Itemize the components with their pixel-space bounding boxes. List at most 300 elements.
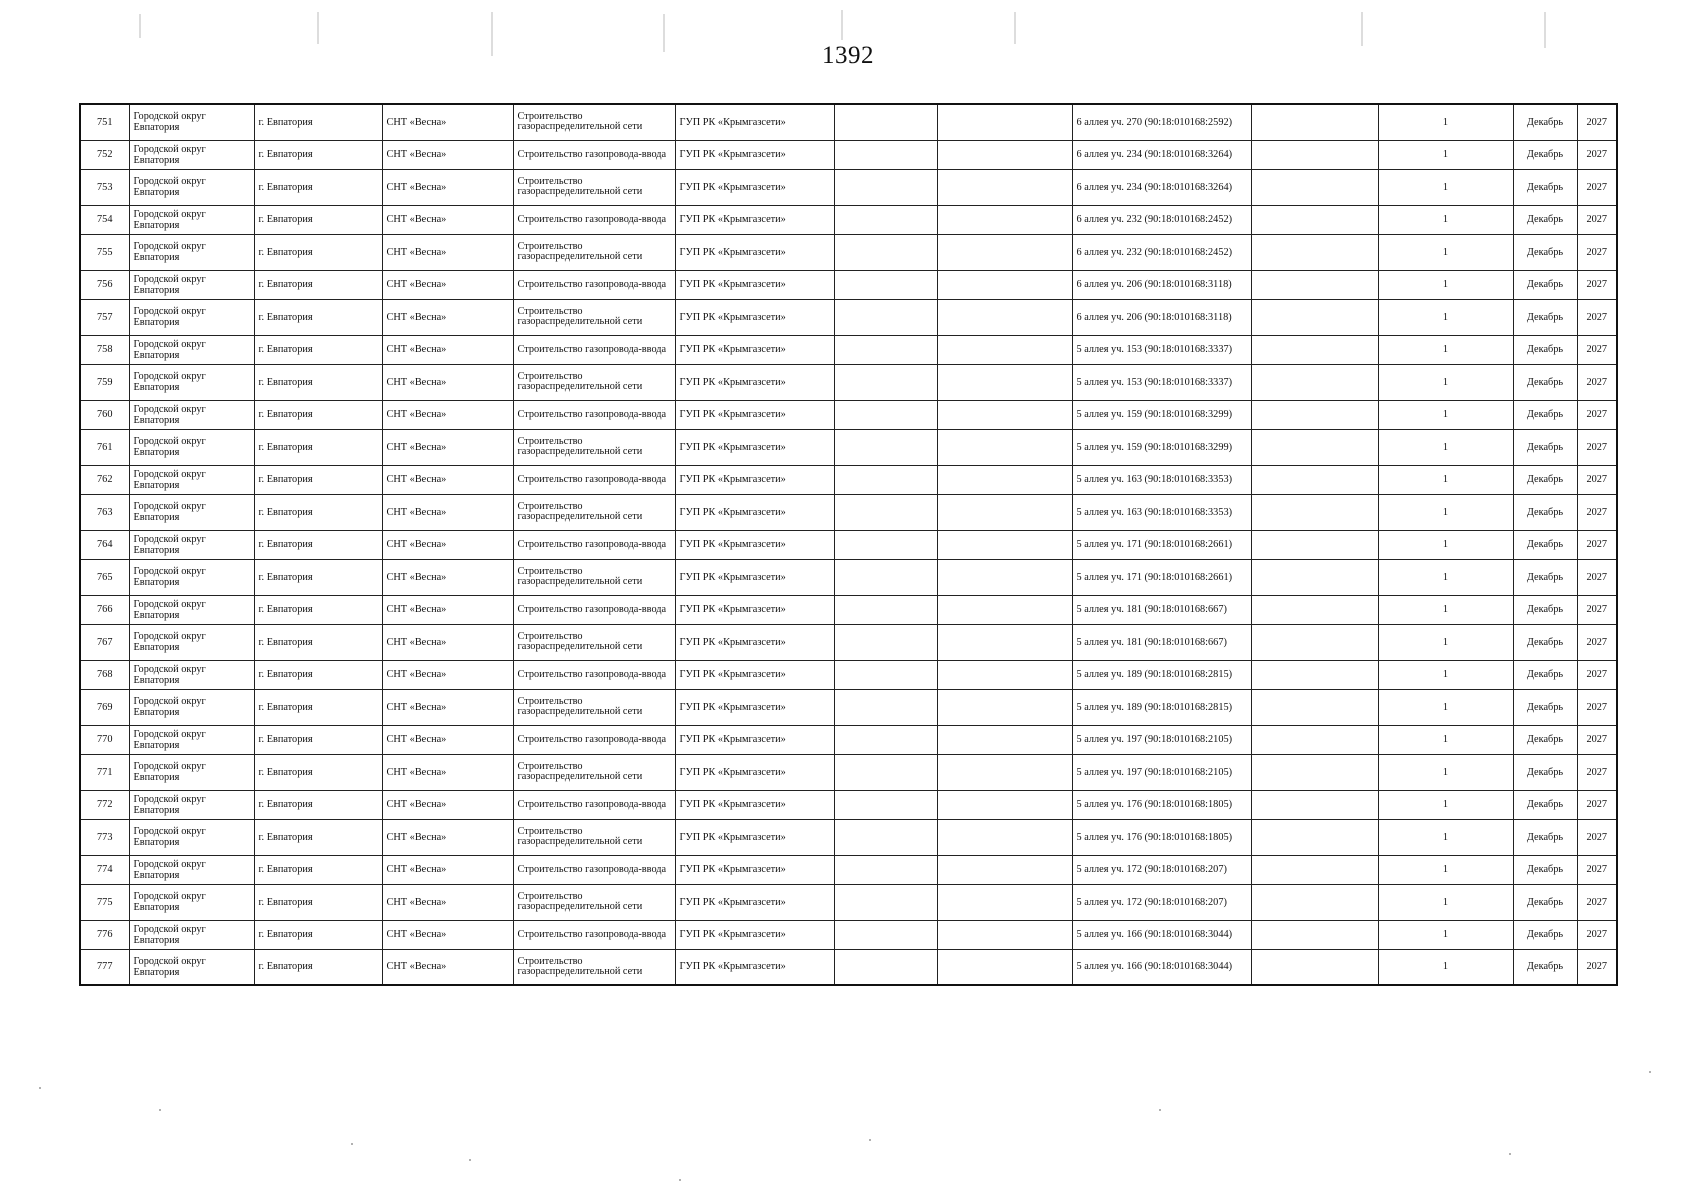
- quantity-cell: 1: [1378, 624, 1513, 660]
- municipality-cell: Городской округ Евпатория: [129, 754, 254, 790]
- quantity-cell: 1: [1378, 465, 1513, 494]
- snt-cell: СНТ «Весна»: [382, 335, 513, 364]
- table-row: [80, 400, 1617, 429]
- address-cell: 5 аллея уч. 171 (90:18:010168:2661): [1072, 559, 1251, 595]
- empty-cell: [937, 270, 1072, 299]
- municipality-cell: Городской округ Евпатория: [129, 270, 254, 299]
- month-cell: Декабрь: [1513, 530, 1577, 559]
- empty-cell: [937, 660, 1072, 689]
- organization-cell: ГУП РК «Крымгазсети»: [675, 140, 834, 169]
- month-cell: Декабрь: [1513, 949, 1577, 985]
- row-number: 768: [80, 660, 129, 689]
- organization-cell: ГУП РК «Крымгазсети»: [675, 169, 834, 205]
- table-row: [80, 169, 1617, 205]
- row-number: 764: [80, 530, 129, 559]
- work-type-cell: Строительство газопровода-ввода: [513, 660, 675, 689]
- quantity-cell: 1: [1378, 234, 1513, 270]
- work-type-cell: Строительство газопровода-ввода: [513, 400, 675, 429]
- month-cell: Декабрь: [1513, 559, 1577, 595]
- snt-cell: СНТ «Весна»: [382, 689, 513, 725]
- table-row: [80, 234, 1617, 270]
- empty-cell: [1251, 920, 1378, 949]
- year-cell: 2027: [1577, 530, 1617, 559]
- empty-cell: [834, 624, 937, 660]
- address-cell: 5 аллея уч. 172 (90:18:010168:207): [1072, 884, 1251, 920]
- empty-cell: [1251, 725, 1378, 754]
- municipality-cell: Городской округ Евпатория: [129, 725, 254, 754]
- empty-cell: [937, 790, 1072, 819]
- organization-cell: ГУП РК «Крымгазсети»: [675, 429, 834, 465]
- table-row: [80, 335, 1617, 364]
- city-cell: г. Евпатория: [254, 270, 382, 299]
- municipality-cell: Городской округ Евпатория: [129, 494, 254, 530]
- empty-cell: [834, 494, 937, 530]
- empty-cell: [937, 819, 1072, 855]
- municipality-cell: Городской округ Евпатория: [129, 819, 254, 855]
- work-type-cell: Строительство газораспределительной сети: [513, 234, 675, 270]
- empty-cell: [834, 465, 937, 494]
- empty-cell: [937, 624, 1072, 660]
- table-row: [80, 530, 1617, 559]
- quantity-cell: 1: [1378, 559, 1513, 595]
- work-type-cell: Строительство газопровода-ввода: [513, 855, 675, 884]
- municipality-cell: Городской округ Евпатория: [129, 530, 254, 559]
- empty-cell: [937, 465, 1072, 494]
- month-cell: Декабрь: [1513, 624, 1577, 660]
- municipality-cell: Городской округ Евпатория: [129, 920, 254, 949]
- empty-cell: [1251, 205, 1378, 234]
- row-number: 761: [80, 429, 129, 465]
- empty-cell: [1251, 949, 1378, 985]
- empty-cell: [937, 169, 1072, 205]
- city-cell: г. Евпатория: [254, 689, 382, 725]
- municipality-cell: Городской округ Евпатория: [129, 335, 254, 364]
- empty-cell: [834, 299, 937, 335]
- work-type-cell: Строительство газораспределительной сети: [513, 689, 675, 725]
- municipality-cell: Городской округ Евпатория: [129, 660, 254, 689]
- quantity-cell: 1: [1378, 364, 1513, 400]
- city-cell: г. Евпатория: [254, 169, 382, 205]
- month-cell: Декабрь: [1513, 169, 1577, 205]
- empty-cell: [1251, 754, 1378, 790]
- quantity-cell: 1: [1378, 205, 1513, 234]
- work-type-cell: Строительство газораспределительной сети: [513, 949, 675, 985]
- empty-cell: [1251, 689, 1378, 725]
- empty-cell: [1251, 400, 1378, 429]
- month-cell: Декабрь: [1513, 400, 1577, 429]
- quantity-cell: 1: [1378, 855, 1513, 884]
- empty-cell: [834, 725, 937, 754]
- month-cell: Декабрь: [1513, 299, 1577, 335]
- organization-cell: ГУП РК «Крымгазсети»: [675, 660, 834, 689]
- month-cell: Декабрь: [1513, 689, 1577, 725]
- snt-cell: СНТ «Весна»: [382, 819, 513, 855]
- city-cell: г. Евпатория: [254, 465, 382, 494]
- year-cell: 2027: [1577, 205, 1617, 234]
- municipality-cell: Городской округ Евпатория: [129, 595, 254, 624]
- address-cell: 6 аллея уч. 270 (90:18:010168:2592): [1072, 104, 1251, 140]
- year-cell: 2027: [1577, 299, 1617, 335]
- table-row: [80, 754, 1617, 790]
- quantity-cell: 1: [1378, 595, 1513, 624]
- organization-cell: ГУП РК «Крымгазсети»: [675, 104, 834, 140]
- year-cell: 2027: [1577, 400, 1617, 429]
- year-cell: 2027: [1577, 689, 1617, 725]
- row-number: 766: [80, 595, 129, 624]
- month-cell: Декабрь: [1513, 920, 1577, 949]
- empty-cell: [834, 920, 937, 949]
- quantity-cell: 1: [1378, 530, 1513, 559]
- month-cell: Декабрь: [1513, 429, 1577, 465]
- snt-cell: СНТ «Весна»: [382, 660, 513, 689]
- organization-cell: ГУП РК «Крымгазсети»: [675, 855, 834, 884]
- table-row: [80, 855, 1617, 884]
- empty-cell: [834, 270, 937, 299]
- table-row: [80, 595, 1617, 624]
- work-type-cell: Строительство газораспределительной сети: [513, 884, 675, 920]
- city-cell: г. Евпатория: [254, 400, 382, 429]
- municipality-cell: Городской округ Евпатория: [129, 169, 254, 205]
- city-cell: г. Евпатория: [254, 559, 382, 595]
- municipality-cell: Городской округ Евпатория: [129, 949, 254, 985]
- work-type-cell: Строительство газораспределительной сети: [513, 494, 675, 530]
- empty-cell: [937, 429, 1072, 465]
- table-row: [80, 949, 1617, 985]
- empty-cell: [834, 400, 937, 429]
- work-type-cell: Строительство газораспределительной сети: [513, 559, 675, 595]
- organization-cell: ГУП РК «Крымгазсети»: [675, 400, 834, 429]
- work-type-cell: Строительство газораспределительной сети: [513, 364, 675, 400]
- city-cell: г. Евпатория: [254, 335, 382, 364]
- municipality-cell: Городской округ Евпатория: [129, 465, 254, 494]
- empty-cell: [937, 884, 1072, 920]
- address-cell: 5 аллея уч. 181 (90:18:010168:667): [1072, 624, 1251, 660]
- row-number: 754: [80, 205, 129, 234]
- quantity-cell: 1: [1378, 169, 1513, 205]
- organization-cell: ГУП РК «Крымгазсети»: [675, 725, 834, 754]
- empty-cell: [937, 949, 1072, 985]
- work-type-cell: Строительство газопровода-ввода: [513, 270, 675, 299]
- row-number: 771: [80, 754, 129, 790]
- city-cell: г. Евпатория: [254, 819, 382, 855]
- quantity-cell: 1: [1378, 884, 1513, 920]
- municipality-cell: Городской округ Евпатория: [129, 559, 254, 595]
- empty-cell: [1251, 595, 1378, 624]
- city-cell: г. Евпатория: [254, 104, 382, 140]
- work-type-cell: Строительство газопровода-ввода: [513, 920, 675, 949]
- empty-cell: [937, 595, 1072, 624]
- quantity-cell: 1: [1378, 140, 1513, 169]
- empty-cell: [1251, 270, 1378, 299]
- empty-cell: [937, 494, 1072, 530]
- address-cell: 5 аллея уч. 153 (90:18:010168:3337): [1072, 364, 1251, 400]
- city-cell: г. Евпатория: [254, 234, 382, 270]
- row-number: 775: [80, 884, 129, 920]
- empty-cell: [834, 364, 937, 400]
- empty-cell: [1251, 364, 1378, 400]
- table-row: [80, 660, 1617, 689]
- quantity-cell: 1: [1378, 270, 1513, 299]
- empty-cell: [1251, 819, 1378, 855]
- organization-cell: ГУП РК «Крымгазсети»: [675, 920, 834, 949]
- row-number: 759: [80, 364, 129, 400]
- empty-cell: [834, 790, 937, 819]
- snt-cell: СНТ «Весна»: [382, 140, 513, 169]
- year-cell: 2027: [1577, 660, 1617, 689]
- address-cell: 5 аллея уч. 176 (90:18:010168:1805): [1072, 790, 1251, 819]
- year-cell: 2027: [1577, 270, 1617, 299]
- empty-cell: [834, 169, 937, 205]
- empty-cell: [834, 595, 937, 624]
- row-number: 758: [80, 335, 129, 364]
- city-cell: г. Евпатория: [254, 624, 382, 660]
- snt-cell: СНТ «Весна»: [382, 624, 513, 660]
- year-cell: 2027: [1577, 494, 1617, 530]
- address-cell: 5 аллея уч. 172 (90:18:010168:207): [1072, 855, 1251, 884]
- empty-cell: [834, 949, 937, 985]
- address-cell: 6 аллея уч. 234 (90:18:010168:3264): [1072, 140, 1251, 169]
- empty-cell: [937, 234, 1072, 270]
- quantity-cell: 1: [1378, 335, 1513, 364]
- month-cell: Декабрь: [1513, 884, 1577, 920]
- row-number: 773: [80, 819, 129, 855]
- month-cell: Декабрь: [1513, 270, 1577, 299]
- month-cell: Декабрь: [1513, 104, 1577, 140]
- snt-cell: СНТ «Весна»: [382, 855, 513, 884]
- table-row: [80, 624, 1617, 660]
- row-number: 752: [80, 140, 129, 169]
- city-cell: г. Евпатория: [254, 299, 382, 335]
- municipality-cell: Городской округ Евпатория: [129, 234, 254, 270]
- empty-cell: [834, 884, 937, 920]
- empty-cell: [937, 400, 1072, 429]
- month-cell: Декабрь: [1513, 205, 1577, 234]
- empty-cell: [937, 299, 1072, 335]
- work-type-cell: Строительство газопровода-ввода: [513, 465, 675, 494]
- year-cell: 2027: [1577, 624, 1617, 660]
- empty-cell: [1251, 234, 1378, 270]
- empty-cell: [1251, 790, 1378, 819]
- organization-cell: ГУП РК «Крымгазсети»: [675, 754, 834, 790]
- work-type-cell: Строительство газораспределительной сети: [513, 299, 675, 335]
- snt-cell: СНТ «Весна»: [382, 429, 513, 465]
- snt-cell: СНТ «Весна»: [382, 790, 513, 819]
- table-row: [80, 465, 1617, 494]
- table-row: [80, 920, 1617, 949]
- address-cell: 5 аллея уч. 166 (90:18:010168:3044): [1072, 949, 1251, 985]
- table-row: [80, 140, 1617, 169]
- quantity-cell: 1: [1378, 920, 1513, 949]
- empty-cell: [1251, 660, 1378, 689]
- city-cell: г. Евпатория: [254, 949, 382, 985]
- snt-cell: СНТ «Весна»: [382, 530, 513, 559]
- month-cell: Декабрь: [1513, 725, 1577, 754]
- empty-cell: [834, 429, 937, 465]
- snt-cell: СНТ «Весна»: [382, 920, 513, 949]
- empty-cell: [1251, 494, 1378, 530]
- address-cell: 5 аллея уч. 163 (90:18:010168:3353): [1072, 494, 1251, 530]
- empty-cell: [834, 689, 937, 725]
- address-cell: 6 аллея уч. 234 (90:18:010168:3264): [1072, 169, 1251, 205]
- empty-cell: [834, 335, 937, 364]
- city-cell: г. Евпатория: [254, 920, 382, 949]
- municipality-cell: Городской округ Евпатория: [129, 884, 254, 920]
- snt-cell: СНТ «Весна»: [382, 234, 513, 270]
- municipality-cell: Городской округ Евпатория: [129, 364, 254, 400]
- address-cell: 6 аллея уч. 232 (90:18:010168:2452): [1072, 234, 1251, 270]
- row-number: 770: [80, 725, 129, 754]
- address-cell: 5 аллея уч. 166 (90:18:010168:3044): [1072, 920, 1251, 949]
- month-cell: Декабрь: [1513, 660, 1577, 689]
- month-cell: Декабрь: [1513, 465, 1577, 494]
- row-number: 757: [80, 299, 129, 335]
- snt-cell: СНТ «Весна»: [382, 270, 513, 299]
- year-cell: 2027: [1577, 920, 1617, 949]
- address-cell: 5 аллея уч. 159 (90:18:010168:3299): [1072, 400, 1251, 429]
- work-type-cell: Строительство газопровода-ввода: [513, 530, 675, 559]
- row-number: 769: [80, 689, 129, 725]
- snt-cell: СНТ «Весна»: [382, 559, 513, 595]
- year-cell: 2027: [1577, 725, 1617, 754]
- month-cell: Декабрь: [1513, 140, 1577, 169]
- organization-cell: ГУП РК «Крымгазсети»: [675, 205, 834, 234]
- quantity-cell: 1: [1378, 689, 1513, 725]
- table-row: [80, 270, 1617, 299]
- address-cell: 5 аллея уч. 181 (90:18:010168:667): [1072, 595, 1251, 624]
- table-row: [80, 364, 1617, 400]
- work-type-cell: Строительство газораспределительной сети: [513, 169, 675, 205]
- register-table: [79, 103, 1618, 986]
- table-row: [80, 104, 1617, 140]
- quantity-cell: 1: [1378, 949, 1513, 985]
- year-cell: 2027: [1577, 465, 1617, 494]
- municipality-cell: Городской округ Евпатория: [129, 855, 254, 884]
- quantity-cell: 1: [1378, 790, 1513, 819]
- year-cell: 2027: [1577, 855, 1617, 884]
- address-cell: 5 аллея уч. 159 (90:18:010168:3299): [1072, 429, 1251, 465]
- empty-cell: [1251, 559, 1378, 595]
- city-cell: г. Евпатория: [254, 364, 382, 400]
- row-number: 762: [80, 465, 129, 494]
- work-type-cell: Строительство газопровода-ввода: [513, 205, 675, 234]
- city-cell: г. Евпатория: [254, 530, 382, 559]
- snt-cell: СНТ «Весна»: [382, 299, 513, 335]
- row-number: 776: [80, 920, 129, 949]
- municipality-cell: Городской округ Евпатория: [129, 790, 254, 819]
- year-cell: 2027: [1577, 754, 1617, 790]
- organization-cell: ГУП РК «Крымгазсети»: [675, 299, 834, 335]
- address-cell: 5 аллея уч. 171 (90:18:010168:2661): [1072, 530, 1251, 559]
- empty-cell: [834, 205, 937, 234]
- snt-cell: СНТ «Весна»: [382, 104, 513, 140]
- year-cell: 2027: [1577, 169, 1617, 205]
- municipality-cell: Городской округ Евпатория: [129, 299, 254, 335]
- snt-cell: СНТ «Весна»: [382, 494, 513, 530]
- table-row: [80, 884, 1617, 920]
- empty-cell: [1251, 169, 1378, 205]
- month-cell: Декабрь: [1513, 494, 1577, 530]
- work-type-cell: Строительство газопровода-ввода: [513, 595, 675, 624]
- table-row: [80, 494, 1617, 530]
- year-cell: 2027: [1577, 104, 1617, 140]
- empty-cell: [1251, 624, 1378, 660]
- work-type-cell: Строительство газопровода-ввода: [513, 335, 675, 364]
- city-cell: г. Евпатория: [254, 205, 382, 234]
- month-cell: Декабрь: [1513, 855, 1577, 884]
- empty-cell: [834, 530, 937, 559]
- year-cell: 2027: [1577, 884, 1617, 920]
- snt-cell: СНТ «Весна»: [382, 595, 513, 624]
- work-type-cell: Строительство газопровода-ввода: [513, 790, 675, 819]
- city-cell: г. Евпатория: [254, 855, 382, 884]
- empty-cell: [937, 335, 1072, 364]
- empty-cell: [834, 140, 937, 169]
- quantity-cell: 1: [1378, 400, 1513, 429]
- address-cell: 5 аллея уч. 197 (90:18:010168:2105): [1072, 725, 1251, 754]
- quantity-cell: 1: [1378, 660, 1513, 689]
- empty-cell: [937, 754, 1072, 790]
- work-type-cell: Строительство газораспределительной сети: [513, 754, 675, 790]
- empty-cell: [1251, 104, 1378, 140]
- empty-cell: [1251, 855, 1378, 884]
- quantity-cell: 1: [1378, 494, 1513, 530]
- address-cell: 6 аллея уч. 206 (90:18:010168:3118): [1072, 299, 1251, 335]
- month-cell: Декабрь: [1513, 754, 1577, 790]
- quantity-cell: 1: [1378, 104, 1513, 140]
- work-type-cell: Строительство газопровода-ввода: [513, 725, 675, 754]
- empty-cell: [937, 689, 1072, 725]
- snt-cell: СНТ «Весна»: [382, 754, 513, 790]
- work-type-cell: Строительство газораспределительной сети: [513, 819, 675, 855]
- snt-cell: СНТ «Весна»: [382, 725, 513, 754]
- municipality-cell: Городской округ Евпатория: [129, 689, 254, 725]
- year-cell: 2027: [1577, 335, 1617, 364]
- empty-cell: [1251, 429, 1378, 465]
- table-row: [80, 299, 1617, 335]
- organization-cell: ГУП РК «Крымгазсети»: [675, 335, 834, 364]
- city-cell: г. Евпатория: [254, 790, 382, 819]
- empty-cell: [937, 920, 1072, 949]
- city-cell: г. Евпатория: [254, 884, 382, 920]
- municipality-cell: Городской округ Евпатория: [129, 140, 254, 169]
- row-number: 753: [80, 169, 129, 205]
- row-number: 763: [80, 494, 129, 530]
- work-type-cell: Строительство газораспределительной сети: [513, 429, 675, 465]
- table-row: [80, 689, 1617, 725]
- snt-cell: СНТ «Весна»: [382, 884, 513, 920]
- organization-cell: ГУП РК «Крымгазсети»: [675, 559, 834, 595]
- address-cell: 5 аллея уч. 189 (90:18:010168:2815): [1072, 689, 1251, 725]
- month-cell: Декабрь: [1513, 335, 1577, 364]
- empty-cell: [834, 234, 937, 270]
- organization-cell: ГУП РК «Крымгазсети»: [675, 595, 834, 624]
- year-cell: 2027: [1577, 949, 1617, 985]
- year-cell: 2027: [1577, 819, 1617, 855]
- address-cell: 6 аллея уч. 206 (90:18:010168:3118): [1072, 270, 1251, 299]
- month-cell: Декабрь: [1513, 364, 1577, 400]
- row-number: 765: [80, 559, 129, 595]
- empty-cell: [1251, 335, 1378, 364]
- snt-cell: СНТ «Весна»: [382, 400, 513, 429]
- work-type-cell: Строительство газораспределительной сети: [513, 624, 675, 660]
- snt-cell: СНТ «Весна»: [382, 205, 513, 234]
- row-number: 756: [80, 270, 129, 299]
- month-cell: Декабрь: [1513, 790, 1577, 819]
- empty-cell: [937, 530, 1072, 559]
- city-cell: г. Евпатория: [254, 595, 382, 624]
- organization-cell: ГУП РК «Крымгазсети»: [675, 530, 834, 559]
- municipality-cell: Городской округ Евпатория: [129, 104, 254, 140]
